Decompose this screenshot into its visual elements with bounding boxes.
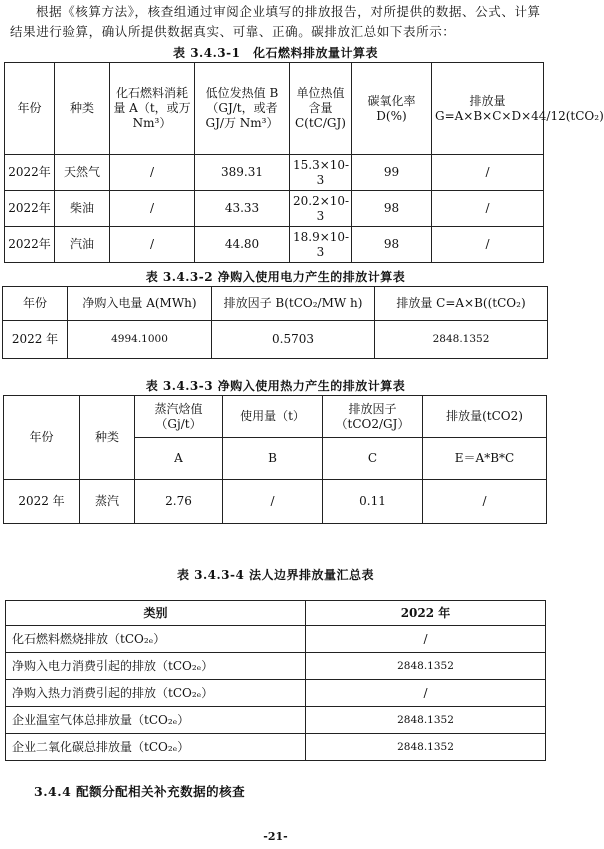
cell-emission: / [432,191,544,227]
cell-type: 天然气 [55,155,110,191]
cell-emission: / [432,155,544,191]
col-header-usage: 使用量（t） [223,396,323,438]
cell-category: 企业二氧化碳总排放量（tCO₂ₑ） [6,734,306,761]
col-header-steam-enthalpy: 蒸汽焓值（Gj/t） [135,396,223,438]
table-row [6,626,546,653]
table-header-row [6,601,546,626]
table3-caption: 表 3.4.3-3 净购入使用热力产生的排放计算表 [145,379,406,393]
cell-emission-factor: 0.5703 [212,321,375,359]
section-heading: 3.4.4 配额分配相关补充数据的核查 [34,784,246,799]
col-header-year: 年份 [3,287,68,321]
col-header-purchased-power: 净购入电量 A(MWh) [68,287,212,321]
col-header-category: 类别 [6,601,306,626]
cell-type: 蒸汽 [80,480,135,524]
cell-year: 2022年 [5,155,55,191]
cell-carbon-content: 20.2×10-3 [290,191,352,227]
cell-carbon-content: 18.9×10-3 [290,227,352,263]
cell-category: 净购入热力消费引起的排放（tCO₂ₑ） [6,680,306,707]
col-header-year: 年份 [4,396,80,480]
subheader-b: B [223,438,323,480]
table-row [6,653,546,680]
cell-year: 2022 年 [3,321,68,359]
subheader-c: C [323,438,423,480]
electricity-emission-table [2,286,548,359]
cell-oxidation-rate: 98 [352,191,432,227]
cell-emission: 2848.1352 [375,321,548,359]
cell-category: 化石燃料燃烧排放（tCO₂ₑ） [6,626,306,653]
col-header-year: 2022 年 [306,601,546,626]
cell-year: 2022年 [5,227,55,263]
cell-consumption: / [110,191,195,227]
table-row [3,321,548,359]
cell-category: 企业温室气体总排放量（tCO₂ₑ） [6,707,306,734]
cell-purchased-power: 4994.1000 [68,321,212,359]
cell-category: 净购入电力消费引起的排放（tCO₂ₑ） [6,653,306,680]
table4-caption: 表 3.4.3-4 法人边界排放量汇总表 [176,568,375,582]
cell-year: 2022年 [5,191,55,227]
cell-oxidation-rate: 98 [352,227,432,263]
cell-consumption: / [110,227,195,263]
fossil-fuel-emission-table [4,62,604,263]
cell-type: 柴油 [55,191,110,227]
cell-heat-value: 44.80 [195,227,290,263]
table-row [5,191,544,227]
cell-heat-value: 43.33 [195,191,290,227]
col-header-oxidation-rate: 碳氧化率 D(%) [352,63,432,155]
cell-emission: / [423,480,547,524]
col-header-emission: 排放量 C=A×B((tCO₂) [375,287,548,321]
col-header-carbon-content: 单位热值含量 C(tC/GJ) [290,63,352,155]
col-header-emission: 排放量(tCO2) [423,396,547,438]
col-header-emission: 排放量 G=A×B×C×D×44/12(tCO₂) [432,63,544,155]
cell-emission-factor: 0.11 [323,480,423,524]
table-header-row [4,396,547,438]
intro-paragraph: 根据《核算方法》，核查组通过审阅企业填写的排放报告，对所提供的数据、公式、计算结果进行验算，确认所提供数据真实、可靠、正确。碳排放汇总如下表所示： [10,4,541,39]
cell-carbon-content: 15.3×10-3 [290,155,352,191]
table-row [5,227,544,263]
table1-caption: 表 3.4.3-1 化石燃料排放量计算表 [173,46,378,60]
table-row [6,707,546,734]
cell-heat-value: 389.31 [195,155,290,191]
table-header-row [3,287,548,321]
table-row [5,155,544,191]
cell-value: 2848.1352 [306,653,546,680]
col-header-heat-value: 低位发热值 B（GJ/t，或者 GJ/万 Nm³） [195,63,290,155]
col-header-consumption: 化石燃料消耗量 A（t，或万 Nm³） [110,63,195,155]
table-row [6,734,546,761]
heat-emission-table [3,395,547,524]
cell-oxidation-rate: 99 [352,155,432,191]
cell-steam-enthalpy: 2.76 [135,480,223,524]
cell-value: 2848.1352 [306,707,546,734]
col-header-emission-factor: 排放因子 B(tCO₂/MW h) [212,287,375,321]
page-number: -21- [263,830,288,843]
cell-consumption: / [110,155,195,191]
cell-type: 汽油 [55,227,110,263]
cell-value: / [306,680,546,707]
table-row [6,680,546,707]
table-row [4,480,547,524]
emission-summary-table [5,600,546,761]
table-header-row [5,63,544,155]
col-header-type: 种类 [55,63,110,155]
col-header-year: 年份 [5,63,55,155]
cell-emission: / [432,227,544,263]
col-header-type: 种类 [80,396,135,480]
subheader-e: E＝A*B*C [423,438,547,480]
col-header-emission-factor: 排放因子（tCO2/GJ） [323,396,423,438]
cell-value: / [306,626,546,653]
subheader-a: A [135,438,223,480]
cell-value: 2848.1352 [306,734,546,761]
cell-usage: / [223,480,323,524]
table2-caption: 表 3.4.3-2 净购入使用电力产生的排放计算表 [145,270,406,284]
cell-year: 2022 年 [4,480,80,524]
